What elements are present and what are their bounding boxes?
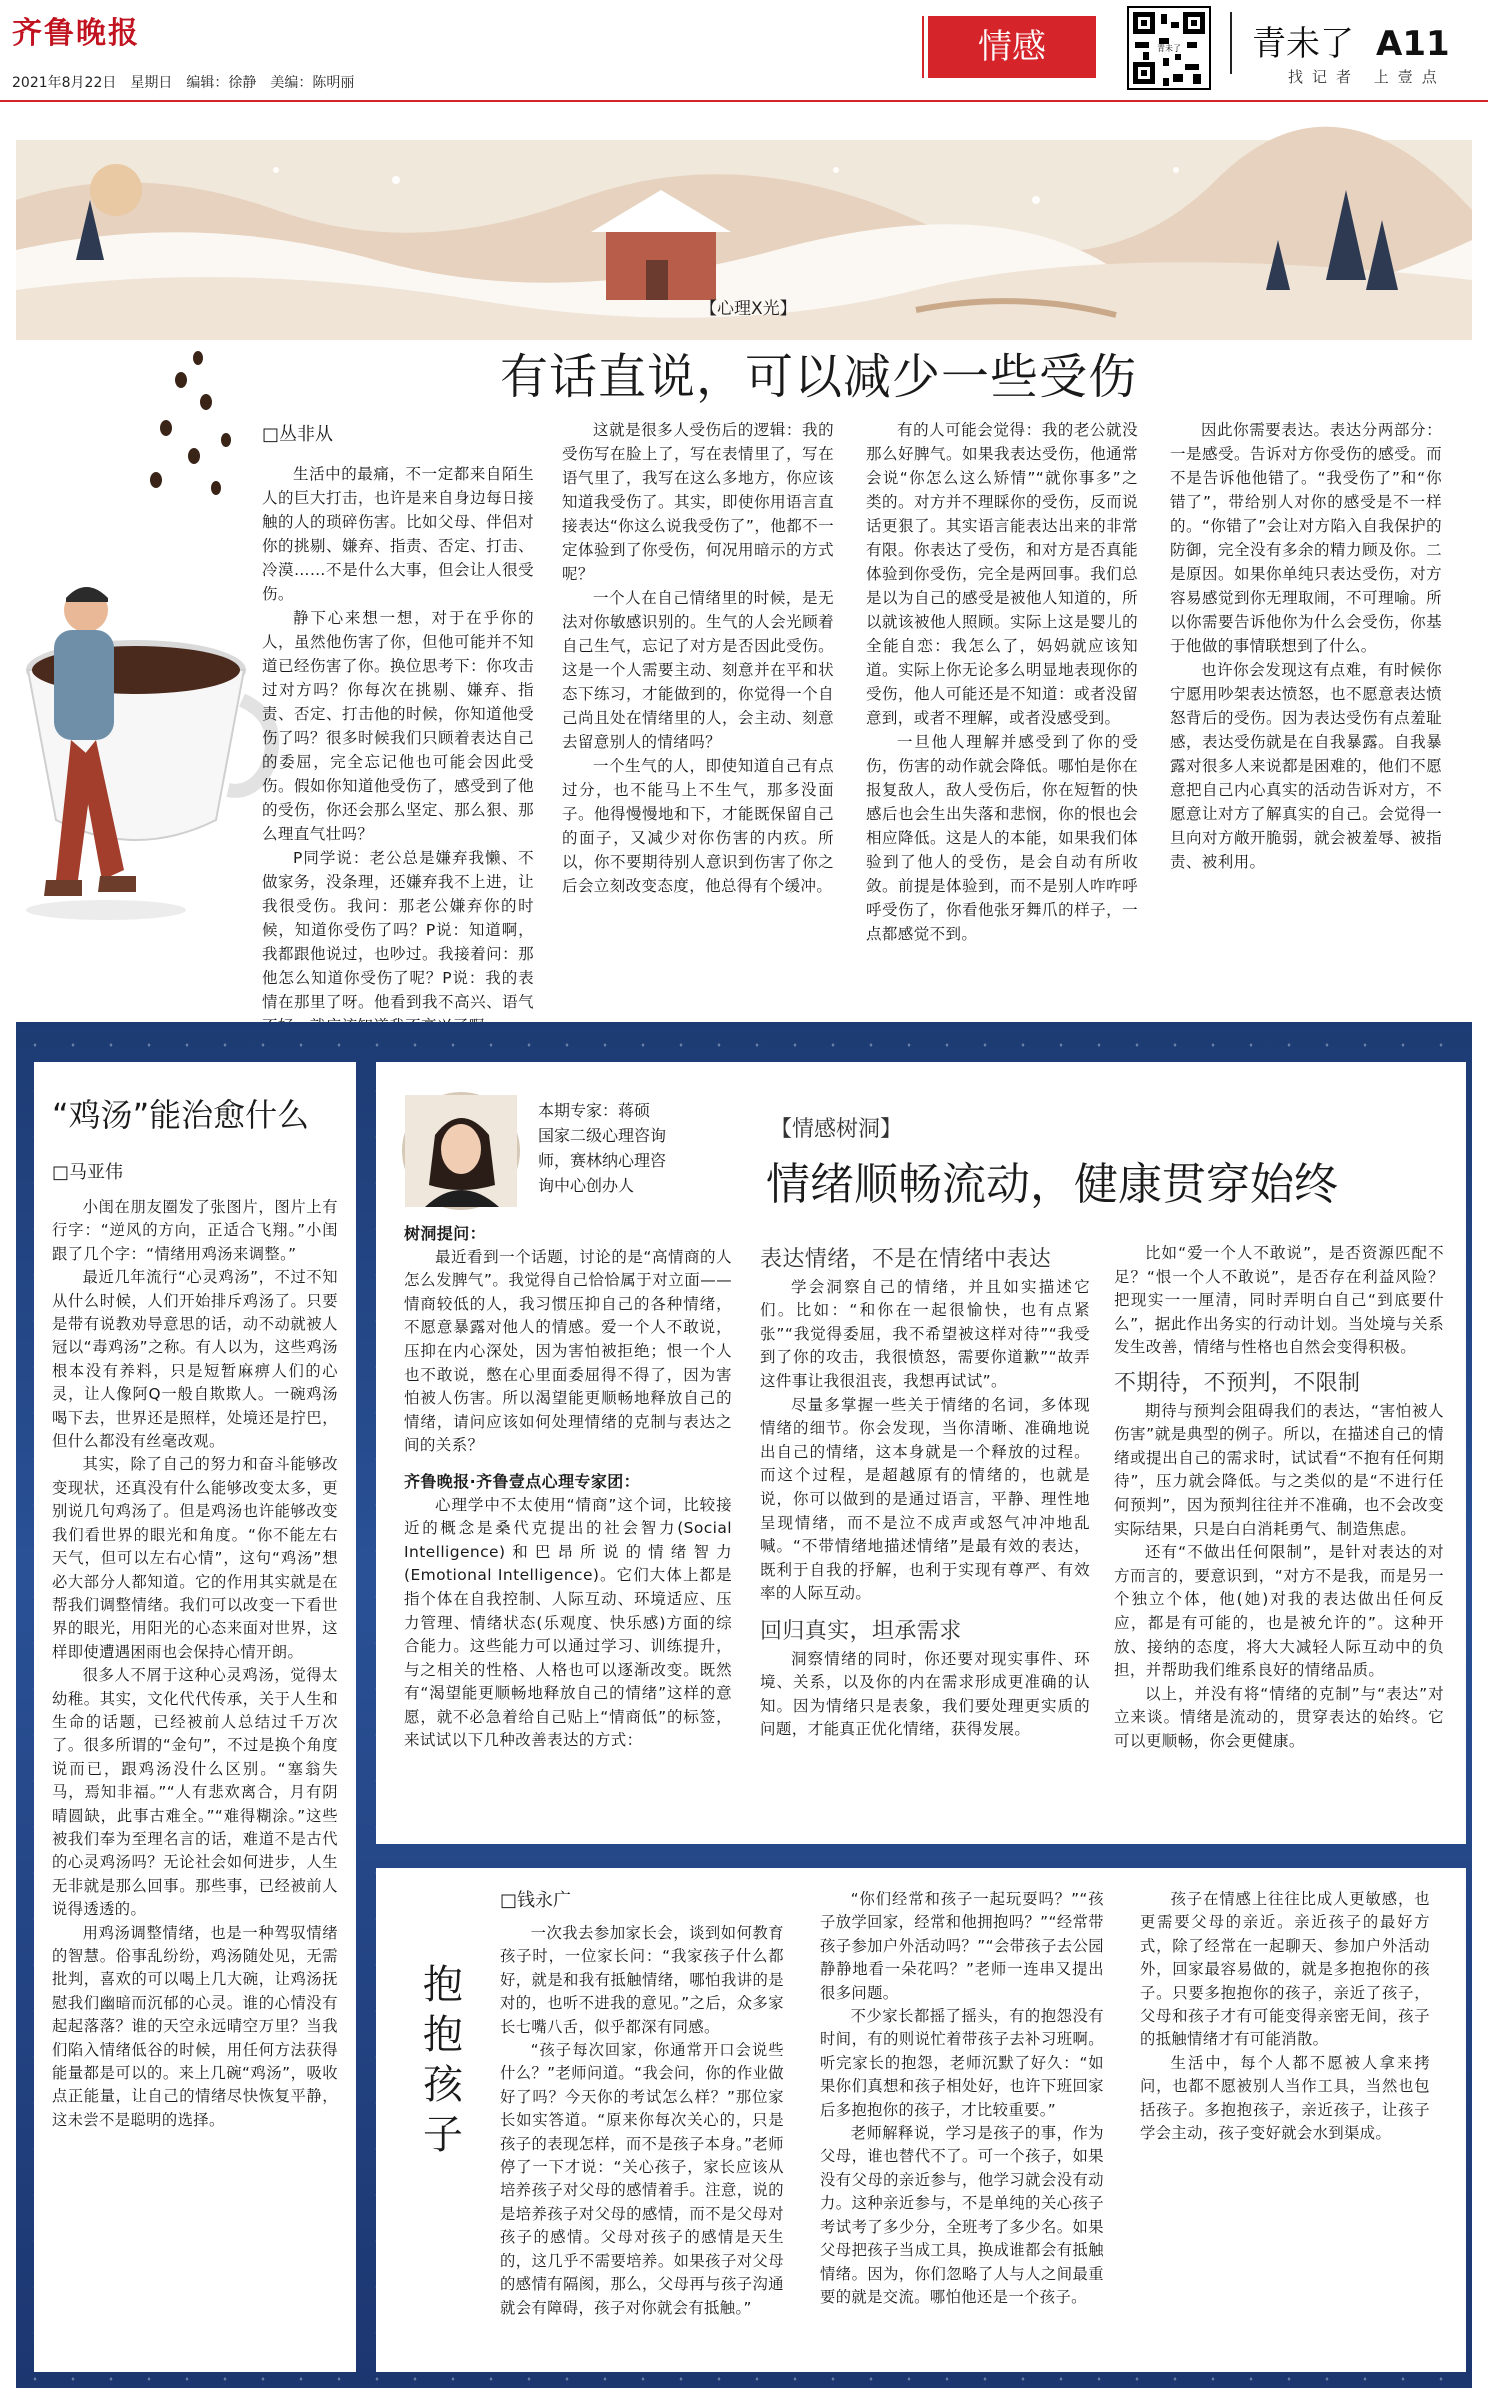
article3-col-3 (1114, 1242, 1444, 1842)
article4-title-char: 子 (423, 2112, 463, 2158)
answer-label: 齐鲁晚报·齐鲁壹点心理专家团： (404, 1471, 641, 1491)
question-text: 最近看到一个话题，讨论的是“高情商的人怎么发脾气”。我觉得自己恰恰属于对立面——情商较低的人，我习惯压抑自己的各种情绪，不愿意暴露对他人的情感。爱一个人不敢说，压抑在内心深处，因为害怕被拒绝；恨一个人也不敢说，憋在心里面委屈得不得了，因为害怕被人伤害。所以渴望能更顺畅地释放自己的情绪，请问应该如何处理情绪的克制与表达之间的关系？ (404, 1247, 732, 1455)
article4-paragraph: 老师解释说，学习是孩子的事，作为父母，谁也替代不了。可一个孩子，如果没有父母的亲近参与，他学习就会没有动力。这种亲近参与，不是单纯的关心孩子考试考了多少分，全班考了多少名。如果父母把孩子当成工具，换成谁都会有抵触情绪。因为，你们忽略了人与人之间最重要的就是交流。哪怕他还是一个孩子。 (820, 2124, 1104, 2306)
article1-paragraph: 有的人可能会觉得：我的老公就没那么好脾气。如果我表达受伤，他通常会说“你怎么这么矫情”“就你事多”之类的。对方并不理睬你的受伤，反而说话更狠了。其实语言能表达出来的非常有限。你表达了受伤，和对方是否真能体验到你受伤，完全是两回事。我们总是以为自己的感受是被他人知道的，所以就该被他人照顾。实际上这是婴儿的全能自恋：我怎么了，妈妈就应该知道。实际上你无论多么明显地表现你的受伤，他人可能还是不知道：或者没留意到，或者不理解，或者没感受到。 (866, 421, 1138, 727)
article3-subheading-3: 不期待，不预判，不限制 (1114, 1370, 1361, 1396)
article4-col-1 (500, 1922, 784, 2368)
article1-paragraph: 因此你需要表达。表达分两部分：一是感受。告诉对方你受伤的感受。而不是告诉他他错了。“我受伤了”和“你错了”，带给别人对你的感受是不一样的。“你错了”会让对方陷入自我保护的防御，完全没有多余的精力顾及你。二是原因。如果你单纯只表达受伤，对方容易感觉到你无理取闹，不可理喻。所以你需要告诉他你为什么会受伤，你基于他做的事情联想到了什么。 (1170, 421, 1442, 655)
article3-paragraph: 以上，并没有将“情绪的克制”与“表达”对立来谈。情绪是流动的，贯穿表达的始终。它可以更顺畅，你会更健康。 (1114, 1684, 1444, 1750)
article1-side-illustration (16, 340, 291, 980)
column-name: 青未了 (1252, 24, 1354, 64)
article3-kicker: 【情感树洞】 (770, 1117, 903, 1142)
article3-subheading-2: 回归真实，坦承需求 (760, 1618, 962, 1644)
article1-col-3 (866, 418, 1138, 986)
article3-col-2 (760, 1242, 1090, 1842)
expert-avatar (402, 1092, 520, 1210)
article4-title-char: 孩 (423, 2062, 463, 2108)
article1-paragraph: 这就是很多人受伤后的逻辑：我的受伤写在脸上了，写在表情里了，写在语气里了，我写在这么多地方，你应该知道我受伤了。其实，即使你用语言直接表达“你这么说我受伤了”，他都不一定体验到了你受伤，何况用暗示的方式呢？ (562, 421, 834, 583)
slogan: 找记者 上壹点 (1288, 68, 1446, 86)
article4-paragraph: 孩子在情感上往往比成人更敏感，也更需要父母的亲近。亲近孩子的最好方式，除了经常在一起聊天、参加户外活动外，回家最容易做的，就是多抱抱你的孩子。只要多抱抱你的孩子，亲近了孩子，父母和孩子才有可能变得亲密无间，孩子的抵触情绪才有可能消散。 (1140, 1890, 1430, 2049)
qr-code-icon (1127, 6, 1211, 90)
article1-kicker: 【心理X光】 (700, 299, 797, 319)
article2-body (52, 1196, 338, 2364)
article4-paragraph: 不少家长都摇了摇头，有的抱怨没有时间，有的则说忙着带孩子去补习班啊。听完家长的抱怨，老师沉默了好久：“如果你们真想和孩子相处好，也许下班回家后多抱抱你的孩子，才比较重要。” (820, 2007, 1104, 2119)
issue-meta: 2021年8月22日 星期日 编辑：徐静 美编：陈明丽 (12, 75, 355, 91)
man-carrying-cup-illustration (16, 340, 291, 980)
article3-paragraph: 洞察情绪的同时，你还要对现实事件、环境、关系，以及你的内在需求形成更准确的认知。因为情绪只是表象，我们要处理更实质的问题，才能真正优化情绪，获得发展。 (760, 1649, 1090, 1739)
article1-paragraph: 一旦他人理解并感受到了你的受伤，伤害的动作就会降低。哪怕是你在报复敌人，敌人受伤后，你在短暂的快感后也会生出失落和悲悯，你的恨也会相应降低。这是人的本能，如果我们体验到了他人的受伤，是会自动有所收敛。前提是体验到，而不是别人咋咋呼呼受伤了，你看他张牙舞爪的样子，一点都感觉不到。 (866, 733, 1138, 943)
article2-paragraph: 最近几年流行“心灵鸡汤”，不过不知从什么时候，人们开始排斥鸡汤了。只要是带有说教劝导意思的话，动不动就被人冠以“毒鸡汤”之称。有人以为，这些鸡汤根本没有养料，只是短暂麻痹人们的心灵，让人像阿Q一般自欺欺人。一碗鸡汤喝下去，世界还是照样，处境还是拧巴，但什么都没有丝毫改观。 (52, 1268, 338, 1451)
expert-portrait-icon (405, 1095, 517, 1207)
article3-col-1 (404, 1222, 732, 1842)
masthead-logo: 齐鲁晚报 (12, 16, 140, 51)
expert-line: 国家二级心理咨询 (538, 1126, 667, 1145)
article4-paragraph: “孩子每次回家，你通常开口会说些什么？”老师问道。“我会问，你的作业做好了吗？今天你的考试怎么样？”那位家长如实答道。“原来你每次关心的，只是孩子的表现怎样，而不是孩子本身。”老师停了一下才说：“关心孩子，家长应该从培养孩子对父母的感情着手。注意，说的是培养孩子对父母的感情，而不是父母对孩子的感情。父母对孩子的感情是天生的，这几乎不需要培养。如果孩子对父母的感情有隔阂，那么，父母再与孩子沟通就会有障碍，孩子对你就会有抵触。” (500, 2041, 784, 2317)
article2-paragraph: 用鸡汤调整情绪，也是一种驾驭情绪的智慧。俗事乱纷纷，鸡汤随处见，无需批判，喜欢的可以喝上几大碗，让鸡汤抚慰我们幽暗而沉郁的心灵。谁的心情没有起起落落？谁的天空永远晴空万里？当我们陷入情绪低谷的时候，用任何方法获得能量都是可以的。来上几碗“鸡汤”，吸收点正能量，让自己的情绪尽快恢复平静，这未尝不是聪明的选择。 (52, 1923, 338, 2129)
expert-line: 询中心创办人 (538, 1176, 635, 1195)
article4-paragraph: 生活中，每个人都不愿被人拿来拷问，也都不愿被别人当作工具，当然也包括孩子。多抱抱孩子，亲近孩子，让孩子学会主动，孩子变好就会水到渠成。 (1140, 2053, 1430, 2143)
expert-intro (538, 1098, 738, 1198)
article2-byline: □马亚伟 (52, 1162, 124, 1183)
answer-text: 心理学中不太使用“情商”这个词，比较接近的概念是桑代克提出的社会智力(Social Intelligence)和巴昂所说的情绪智力(Emotional Intelligence)。它们大体上都是指个体在自我控制、人际互动、环境适应、压力管理、情绪状态(乐观度、快乐感)方面的综合能力。这些能力可以通过学习、训练提升，与之相关的性格、人格也可以逐渐改变。既然有“渴望能更顺畅地释放自己的情绪”这样的意愿，就不必急着给自己贴上“情商低”的标签，来试试以下几种改善表达的方式： (404, 1495, 732, 1750)
article1-paragraph: P同学说：老公总是嫌弃我懒、不做家务，没条理，还嫌弃我不上进，让我很受伤。我问：那老公嫌弃你的时候，知道你受伤了吗？P说：知道啊，我都跟他说过，也吵过。我接着问：那他怎么知道你受伤了呢？P说：我的表情在那里了呀。他看到我不高兴、语气 (262, 849, 534, 1011)
article1-title: 有话直说，可以减少一些受伤 (500, 349, 1138, 405)
article4-byline: □钱永广 (500, 1890, 572, 1911)
article1-paragraph: 一个人在自己情绪里的时候，是无法对你敏感识别的。生气的人会光顾着自己生气，忘记了对方是否因此受伤。这是一个人需要主动、刻意并在平和状态下练习，才能做到的，你觉得一个自己尚且处在情绪里的人，会主动、刻意去留意别人的情绪吗？ (562, 589, 834, 751)
article3-title: 情绪顺畅流动，健康贯穿始终 (766, 1159, 1338, 1210)
article1-paragraph: 生活中的最痛，不一定都来自陌生人的巨大打击，也许是来自身边每日接触的人的琐碎伤害。比如父母、伴侣对你的挑剔、嫌弃、指责、否定、打击、冷漠……不是什么大事，但会让人很受伤。 (262, 465, 534, 603)
article4-title-char: 抱 (423, 2012, 463, 2058)
header-divider (1230, 12, 1232, 74)
page-number: A11 (1376, 24, 1450, 64)
article2-paragraph: 很多人不屑于这种心灵鸡汤，觉得太幼稚。其实，文化代代传承，关于人生和生命的话题，已经被前人总结过千万次了。很多所谓的“金句”，不过是换个角度说而已，跟鸡汤没什么区别。“塞翁失马，焉知非福。”“人有悲欢离合，月有阴晴圆缺，此事古难全。”“难得糊涂。”这些被我们奉为至理名言的话，难道不是古代的心灵鸡汤吗？无论社会如何进步，人生无非就是那么回事。那些事，已经被前人说得透透的。 (52, 1666, 338, 1919)
article4-col-3 (1140, 1888, 1430, 2368)
section-tag: 情感 (928, 16, 1096, 78)
article4-paragraph: 一次我去参加家长会，谈到如何教育孩子时，一位家长问：“我家孩子什么都好，就是和我有抵触情绪，哪怕我讲的是对的，也听不进我的意见。”之后，众多家长七嘴八舌，似乎都深有同感。 (500, 1924, 784, 2036)
expert-line: 师，赛林纳心理咨 (538, 1151, 667, 1170)
article1-byline: □丛非从 (262, 424, 334, 445)
article1-col-1 (262, 462, 534, 1011)
article4-col-2 (820, 1888, 1104, 2368)
article3-paragraph: 学会洞察自己的情绪，并且如实描述它们。比如：“和你在一起很愉快，也有点紧张”“我觉得委屈，我不希望被这样对待”“我受到了你的攻击，我很愤怒，需要你道歉”“故弄这件事让我很沮丧，我想再试试”。 (760, 1277, 1090, 1390)
article3-paragraph: 尽量多掌握一些关于情绪的名词，多体现情绪的细节。你会发现，当你清晰、准确地说出自己的情绪，这本身就是一个释放的过程。而这个过程，是超越原有的情绪的，也就是说，你可以做到的是通过语言，平静、理性地呈现情绪，而不是泣不成声或怒气冲冲地乱喊。“不带情绪地描述情绪”是最有效的表达，既利于自我的抒解，也利于实现有尊严、有效率的人际互动。 (760, 1395, 1090, 1603)
article4-title-char: 抱 (423, 1962, 463, 2008)
article1-col-4 (1170, 418, 1442, 986)
article4-title (418, 1960, 468, 2160)
article2-title: “鸡汤”能治愈什么 (52, 1096, 310, 1134)
article3-paragraph: 还有“不做出任何限制”，是针对表达的对方而言的，要意识到，“对方不是我，而是另一个独立个体，他(她)对我的表达做出任何反应，都是有可能的，也是被允许的”。这种开放、接纳的态度，将大大减轻人际互动中的负担，并帮助我们维系良好的情绪品质。 (1114, 1543, 1444, 1680)
article3-paragraph: 期待与预判会阻碍我们的表达，“害怕被人伤害”就是典型的例子。所以，在描述自己的情绪或提出自己的需求时，试试看“不抱有任何期待”，压力就会降低。与之类似的是“不进行任何预判”，因为预判往往并不准确，也不会改变实际结果，只是白白消耗勇气、制造焦虑。 (1114, 1401, 1444, 1538)
expert-line: 本期专家：蒋硕 (538, 1101, 651, 1120)
header-rule (0, 100, 1488, 102)
article1-paragraph: 也许你会发现这有点难，有时候你宁愿用吵架表达愤怒，也不愿意表达愤怒背后的受伤。因为表达受伤有点羞耻感，表达受伤就是在自我暴露。自我暴露对很多人来说都是困难的，他们不愿意把自己内心真实的活动告诉对方，不愿意让对方了解真实的自己。会觉得一旦向对方敞开脆弱，就会被羞辱、被指责、被利用。 (1170, 661, 1442, 871)
article3-paragraph: 比如“爱一个人不敢说”，是否资源匹配不足？“恨一个人不敢说”，是否存在利益风险？把现实一一厘清，同时弄明白自己“到底要什么”，据此作出务实的行动计划。当处境与关系发生改善，情绪与性格也自然会变得积极。 (1114, 1244, 1444, 1357)
article1-paragraph: 一个生气的人，即使知道自己有点过分，也不能马上不生气，那多没面子。他得慢慢地和下，才能既保留自己的面子，又减少对你伤害的内疚。所以，你不要期待别人意识到伤害了你之后会立刻改变态度，他总得有个缓冲。 (562, 757, 834, 895)
page-heading (1252, 16, 1450, 65)
article2-paragraph: 其实，除了自己的努力和奋斗能够改变现状，还真没有什么能够改变太多，更别说几句鸡汤了。但是鸡汤也许能够改变我们看世界的眼光和角度。“你不能左右天气，但可以左右心情”，这句“鸡汤”想必大部分人都知道。它的作用其实就是在帮我们调整情绪。我们可以改变一下看世界的眼光，用阳光的心态来面对世界，这样即使遭遇困雨也会保持心情开朗。 (52, 1455, 338, 1661)
question-label: 树洞提问： (404, 1224, 487, 1243)
article1-col-2 (562, 418, 834, 986)
article4-paragraph: “你们经常和孩子一起玩耍吗？”“孩子放学回家，经常和他拥抱吗？”“经常带孩子参加户外活动吗？”“会带孩子去公园静静地看一朵花吗？”老师一连串又提出很多问题。 (820, 1890, 1104, 2002)
qr-center-label: 青未了 (1157, 44, 1181, 53)
article3-subheading-1: 表达情绪，不是在情绪中表达 (760, 1247, 1052, 1272)
article2-paragraph: 小闺在朋友圈发了张图片，图片上有行字：“逆风的方向，正适合飞翔。”小闺跟了几个字：“情绪用鸡汤来调整。” (52, 1198, 338, 1263)
article1-paragraph: 静下心来想一想，对于在乎你的人，虽然他伤害了你，但他可能并不知道已经伤害了你。换位思考下：你攻击过对方吗？你每次在挑剔、嫌弃、指责、否定、打击他的时候，你知道他受伤了吗？很多时候我们只顾着表达自己的委屈，完全忘记他也可能会因此受伤。假如你知道他受伤了，感受到了他的受伤，你还会那么坚定、那么狠、那么理直气壮吗？ (262, 609, 534, 843)
